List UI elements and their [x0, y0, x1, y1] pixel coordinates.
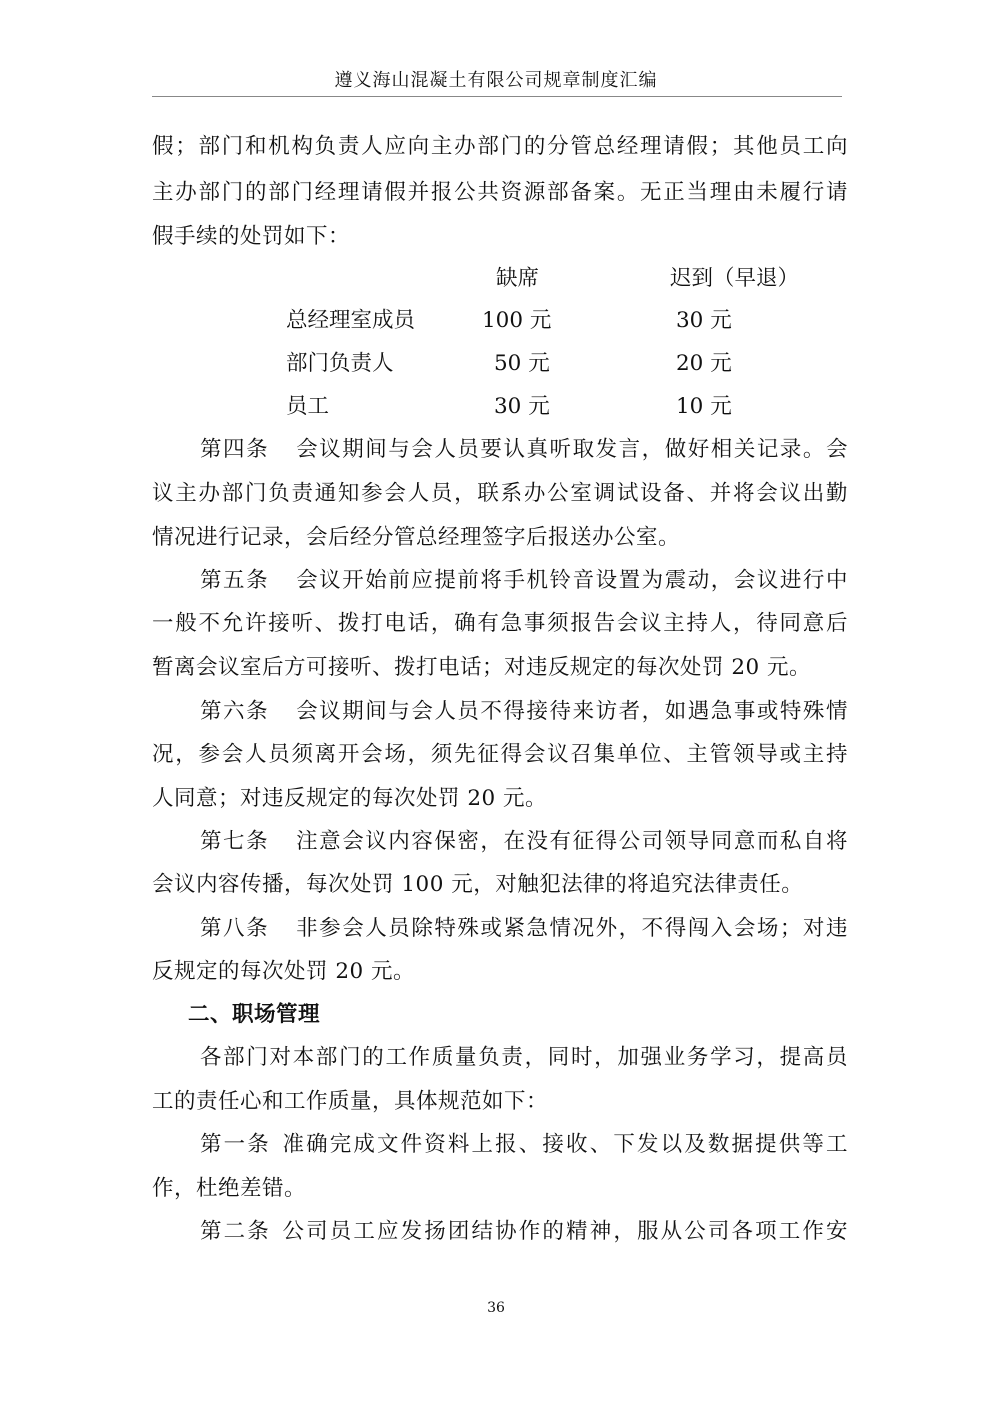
page-number: 36 [487, 1300, 505, 1316]
table-row-absent: 50 元 [494, 351, 550, 376]
article-label: 第四条 [200, 437, 270, 462]
table-row-late: 10 元 [676, 394, 732, 419]
article-5-line: 第五条 会议开始前应提前将手机铃音设置为震动，会议进行中 [200, 568, 848, 593]
table-row-late: 30 元 [676, 308, 732, 333]
document-body [152, 0, 848, 1300]
table-header-absent: 缺席 [496, 266, 540, 291]
paragraph-line: 暂离会议室后方可接听、拨打电话；对违反规定的每次处罚 20 元。 [152, 655, 812, 680]
paragraph-line: 作，杜绝差错。 [152, 1176, 307, 1201]
table-row-role: 部门负责人 [286, 351, 394, 376]
table-row-absent: 30 元 [494, 394, 550, 419]
table-row-role: 员工 [286, 394, 330, 419]
table-row-absent: 100 元 [482, 308, 552, 333]
paragraph-line: 工的责任心和工作质量，具体规范如下： [152, 1089, 549, 1114]
article-6-line: 第六条 会议期间与会人员不得接待来访者，如遇急事或特殊情 [200, 699, 848, 724]
clause-1-line: 第一条 准确完成文件资料上报、接收、下发以及数据提供等工 [200, 1132, 848, 1157]
article-label: 第一条 [200, 1132, 271, 1157]
document-header: 遵义海山混凝土有限公司规章制度汇编 [334, 70, 658, 91]
article-label: 第六条 [200, 699, 270, 724]
paragraph-line: 各部门对本部门的工作质量负责，同时，加强业务学习，提高员 [200, 1045, 848, 1070]
article-label: 第五条 [200, 568, 270, 593]
paragraph-line: 人同意；对违反规定的每次处罚 20 元。 [152, 786, 548, 811]
paragraph-line: 假；部门和机构负责人应向主办部门的分管总经理请假；其他员工向 [152, 134, 848, 159]
article-label: 第七条 [200, 829, 270, 854]
article-4-line: 第四条 会议期间与会人员要认真听取发言，做好相关记录。会 [200, 437, 848, 462]
article-8-line: 第八条 非参会人员除特殊或紧急情况外，不得闯入会场；对违 [200, 916, 848, 941]
clause-2-line: 第二条 公司员工应发扬团结协作的精神，服从公司各项工作安 [200, 1219, 848, 1244]
paragraph-line: 一般不允许接听、拨打电话，确有急事须报告会议主持人，待同意后 [152, 611, 848, 636]
paragraph-line: 主办部门的部门经理请假并报公共资源部备案。无正当理由未履行请 [152, 180, 848, 205]
paragraph-line: 情况进行记录，会后经分管总经理签字后报送办公室。 [152, 525, 681, 550]
table-row-role: 总经理室成员 [286, 308, 416, 333]
article-label: 第八条 [200, 916, 270, 941]
paragraph-line: 反规定的每次处罚 20 元。 [152, 959, 416, 984]
paragraph-line: 会议内容传播，每次处罚 100 元，对触犯法律的将追究法律责任。 [152, 872, 804, 897]
paragraph-line: 况，参会人员须离开会场，须先征得会议召集单位、主管领导或主持 [152, 742, 848, 767]
section-heading: 二、职场管理 [188, 1002, 321, 1027]
table-row-late: 20 元 [676, 351, 732, 376]
paragraph-line: 议主办部门负责通知参会人员，联系办公室调试设备、并将会议出勤 [152, 481, 848, 506]
article-7-line: 第七条 注意会议内容保密，在没有征得公司领导同意而私自将 [200, 829, 848, 854]
table-header-late: 迟到（早退） [670, 266, 800, 291]
paragraph-line: 假手续的处罚如下： [152, 224, 351, 249]
article-label: 第二条 [200, 1219, 271, 1244]
